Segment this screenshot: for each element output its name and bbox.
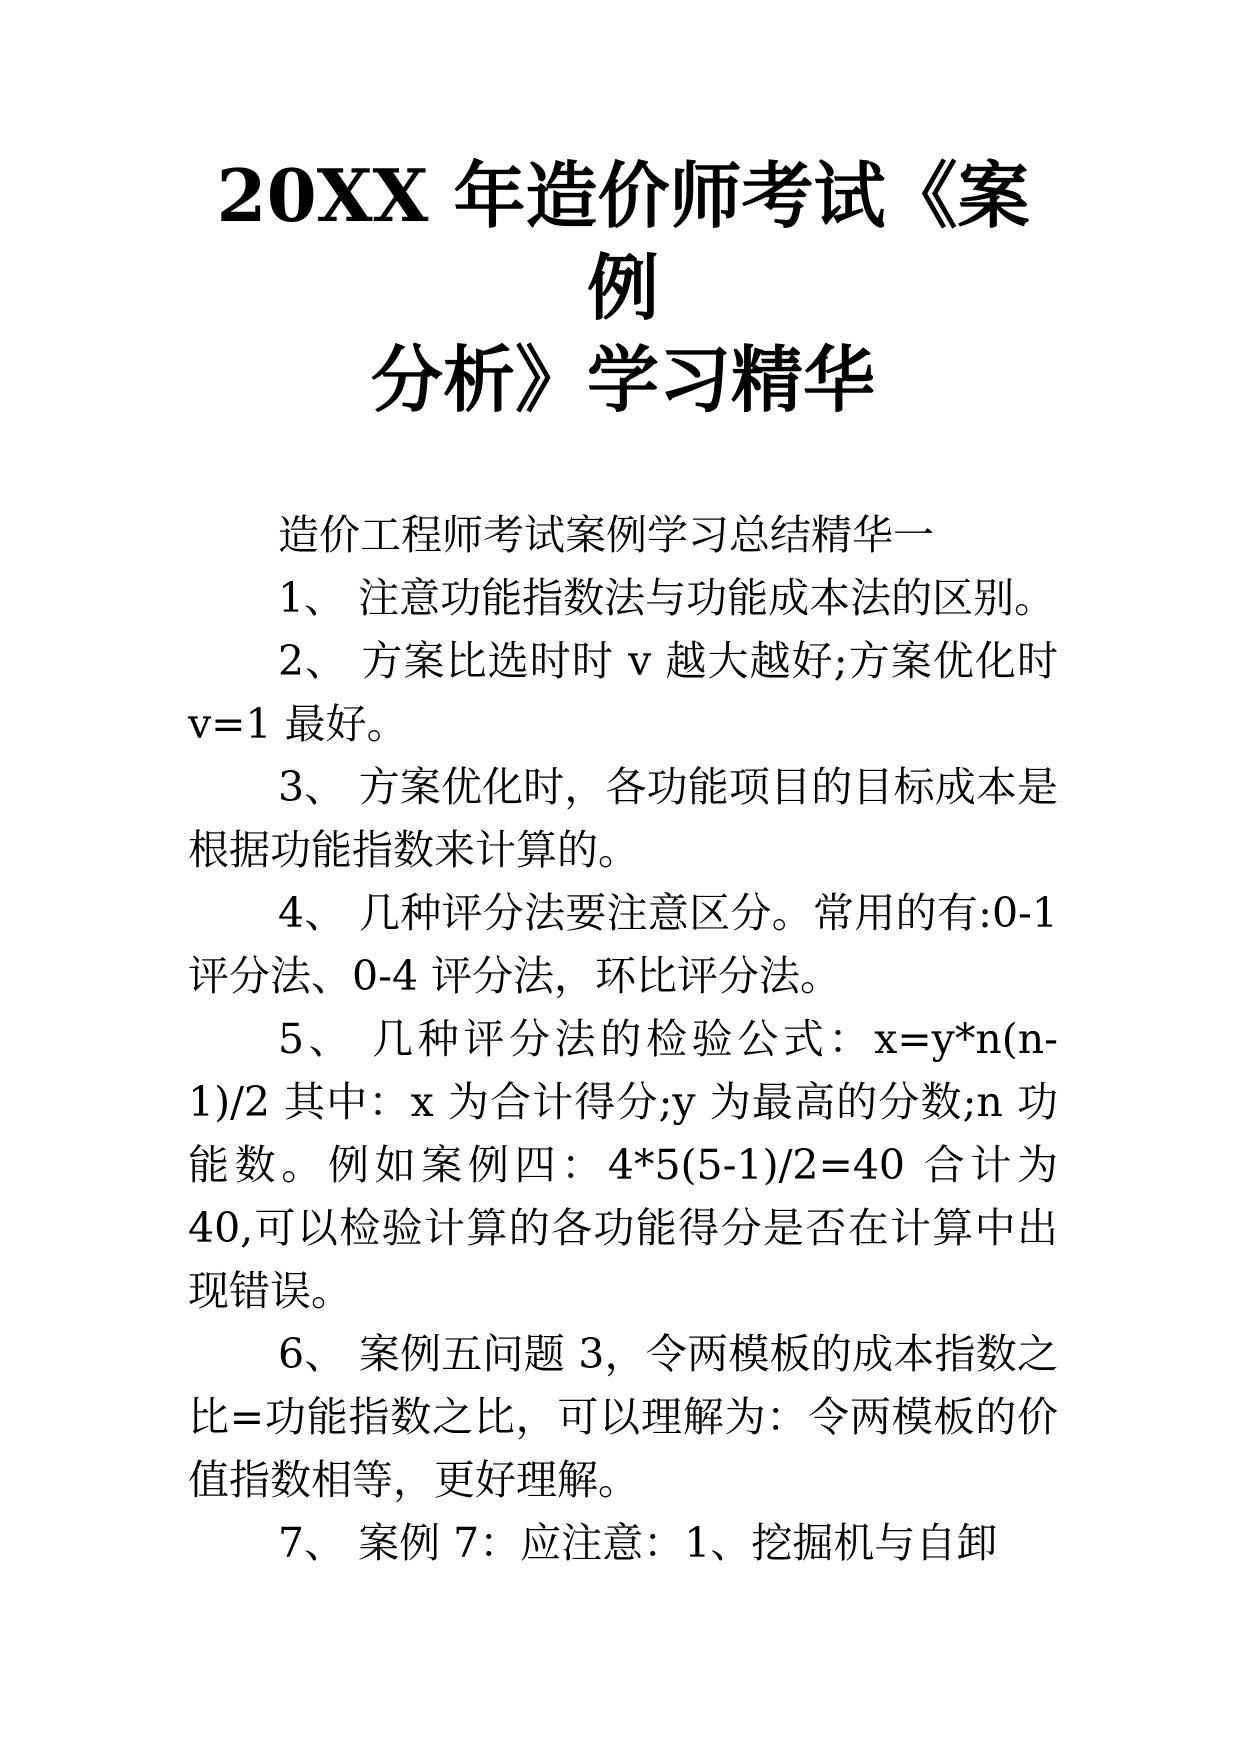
document-title (188, 150, 1058, 426)
section-heading: 造价工程师考试案例学习总结精华一 (278, 511, 934, 559)
list-item: 3、 方案优化时，各功能项目的目标成本是根据功能指数来计算的。 (188, 763, 1058, 874)
list-item: 6、 案例五问题 3，令两模板的成本指数之比=功能指数之比，可以理解为：令两模板的价值指数相等，更好理解。 (188, 1330, 1058, 1504)
title-line-2: 分析》学习精华 (370, 337, 875, 422)
list-item: 5、 几种评分法的检验公式：x=y*n(n-1)/2 其中：x 为合计得分;y 为最高的分数;n 功能数。例如案例四：4*5(5-1)/2=40 合计为 40,可以检验计算的各功能得分是否在计算中出现错误。 (188, 1015, 1058, 1315)
list-item: 7、 案例 7：应注意：1、挖掘机与自卸 (278, 1519, 998, 1567)
title-line-1: 20XX 年造价师考试《案例 (216, 153, 1030, 330)
document-body (188, 504, 1058, 1575)
list-item: 2、 方案比选时时 v 越大越好;方案优化时 v=1 最好。 (188, 637, 1058, 748)
list-item: 1、 注意功能指数法与功能成本法的区别。 (278, 574, 1056, 622)
document-page (188, 150, 1058, 1575)
list-item: 4、 几种评分法要注意区分。常用的有:0-1 评分法、0-4 评分法，环比评分法。 (188, 889, 1058, 1000)
